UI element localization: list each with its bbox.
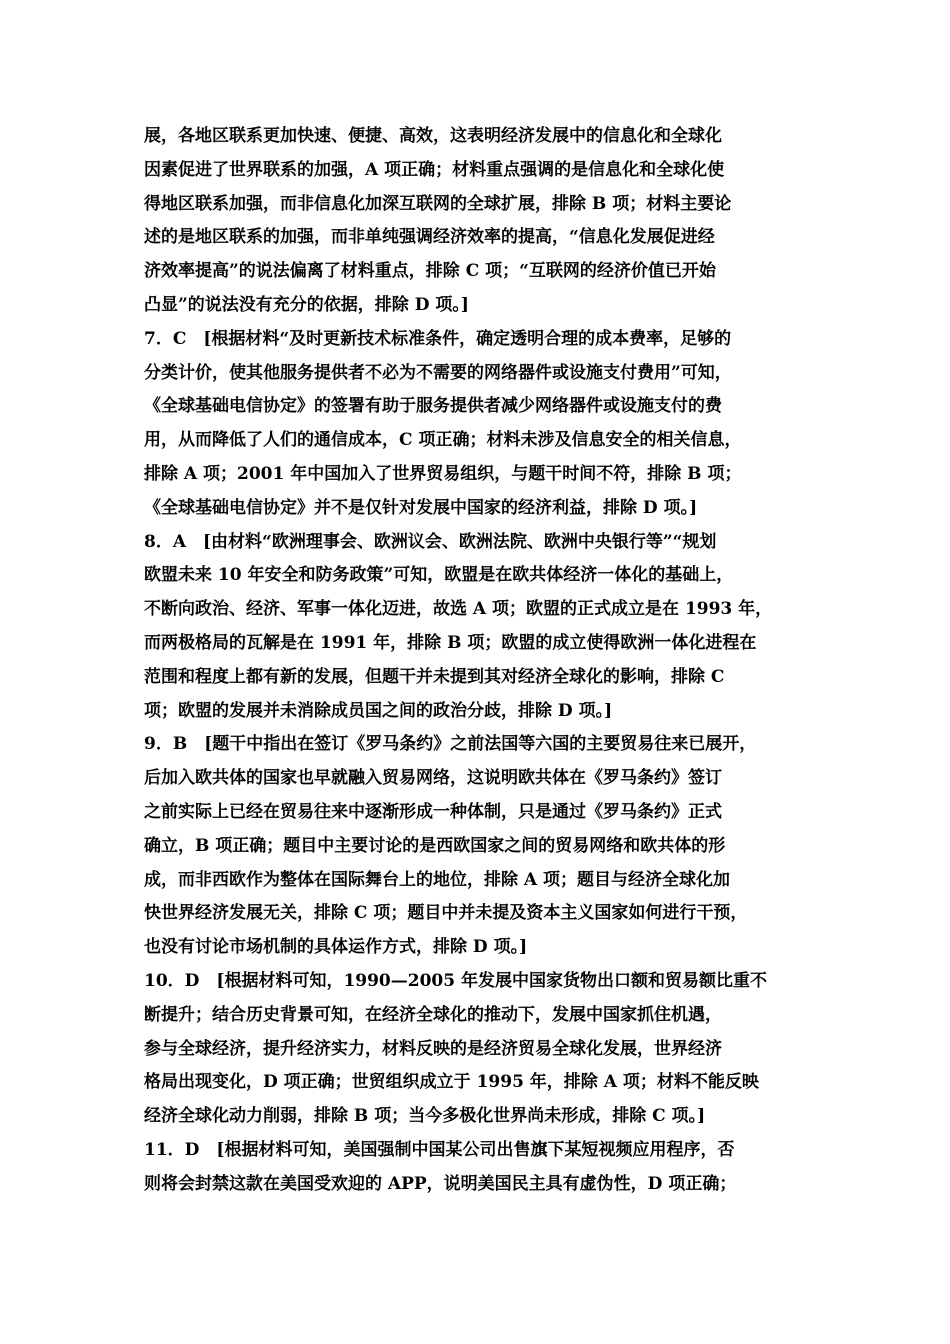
text-line: 成，而非西欧作为整体在国际舞台上的地位，排除 A 项；题目与经济全球化加 (144, 869, 731, 890)
text-line: 得地区联系加强，而非信息化加深互联网的全球扩展，排除 B 项；材料主要论 (144, 193, 732, 214)
text-line: 之前实际上已经在贸易往来中逐渐形成一种体制，只是通过《罗马条约》正式 (144, 801, 722, 822)
answer-8-line: 8．A [由材料“欧洲理事会、欧洲议会、欧洲法院、欧洲中央银行等”“规划 (144, 531, 717, 552)
text-line: 述的是地区联系的加强，而非单纯强调经济效率的提高，“信息化发展促进经 (144, 227, 715, 248)
text-line: 展，各地区联系更加快速、便捷、高效，这表明经济发展中的信息化和全球化 (144, 126, 722, 146)
text-line: 经济全球化动力削弱，排除 B 项；当今多极化世界尚未形成，排除 C 项。] (144, 1106, 706, 1127)
text-line: 分类计价，使其他服务提供者不必为不需要的网络器件或设施支付费用”可知， (144, 362, 732, 383)
text-line: 凸显”的说法没有充分的依据，排除 D 项。] (144, 294, 469, 315)
answer-explanation-text (144, 120, 816, 1202)
text-line: 则将会封禁这款在美国受欢迎的 APP，说明美国民主具有虚伪性，D 项正确； (144, 1173, 737, 1194)
text-line: 范围和程度上都有新的发展，但题干并未提到其对经济全球化的影响，排除 C (144, 666, 725, 687)
text-line: 参与全球经济，提升经济实力，材料反映的是经济贸易全球化发展，世界经济 (144, 1038, 722, 1059)
text-line: 后加入欧共体的国家也早就融入贸易网络，这说明欧共体在《罗马条约》签订 (144, 768, 722, 789)
text-line: 不断向政治、经济、军事一体化迈进，故选 A 项；欧盟的正式成立是在 1993 年， (144, 599, 773, 620)
text-line: 用，从而降低了人们的通信成本，C 项正确；材料未涉及信息安全的相关信息， (144, 430, 742, 451)
text-line: 因素促进了世界联系的加强，A 项正确；材料重点强调的是信息化和全球化使 (144, 159, 725, 180)
text-line: 排除 A 项；2001 年中国加入了世界贸易组织，与题干时间不符，排除 B 项； (144, 463, 742, 484)
answer-9-line: 9．B [题干中指出在签订《罗马条约》之前法国等六国的主要贸易往来已展开， (144, 734, 757, 755)
answer-7-line: 7．C [根据材料“及时更新技术标准条件，确定透明合理的成本费率，足够的 (144, 328, 732, 349)
text-line: 而两极格局的瓦解是在 1991 年，排除 B 项；欧盟的成立使得欧洲一体化进程在 (144, 632, 757, 653)
text-line: 项；欧盟的发展并未消除成员国之间的政治分歧，排除 D 项。] (144, 700, 613, 721)
text-line: 欧盟未来 10 年安全和防务政策”可知，欧盟是在欧共体经济一体化的基础上， (144, 565, 734, 586)
text-line: 济效率提高”的说法偏离了材料重点，排除 C 项；“互联网的经济价值已开始 (144, 261, 716, 282)
text-line: 《全球基础电信协定》的签署有助于服务提供者减少网络器件或设施支付的费 (144, 396, 722, 417)
answer-10-line: 10．D [根据材料可知，1990—2005 年发展中国家货物出口额和贸易额比重不 (144, 970, 767, 991)
text-line: 快世界经济发展无关，排除 C 项；题目中并未提及资本主义国家如何进行干预， (144, 903, 748, 924)
text-line: 断提升；结合历史背景可知，在经济全球化的推动下，发展中国家抓住机遇， (144, 1004, 722, 1025)
text-line: 确立，B 项正确；题目中主要讨论的是西欧国家之间的贸易网络和欧共体的形 (144, 835, 726, 856)
answer-11-line: 11．D [根据材料可知，美国强制中国某公司出售旗下某短视频应用程序，否 (144, 1139, 735, 1160)
text-line: 也没有讨论市场机制的具体运作方式，排除 D 项。] (144, 937, 528, 958)
text-line: 《全球基础电信协定》并不是仅针对发展中国家的经济利益，排除 D 项。] (144, 497, 698, 518)
text-line: 格局出现变化，D 项正确；世贸组织成立于 1995 年，排除 A 项；材料不能反映 (144, 1072, 759, 1093)
